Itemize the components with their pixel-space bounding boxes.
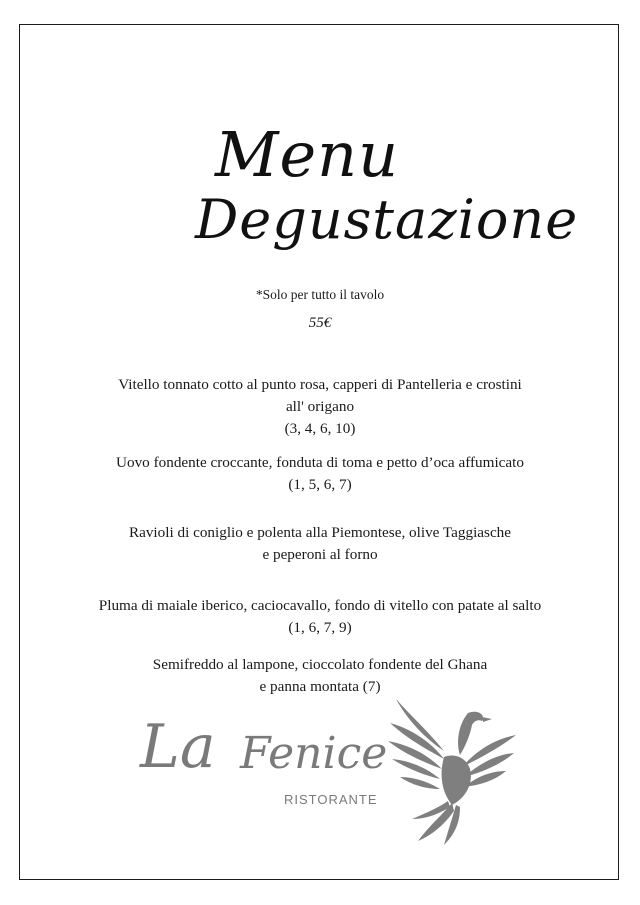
course-4-allergens: (1, 6, 7, 9): [288, 619, 352, 636]
course-3: [0, 522, 640, 566]
course-3-line-2: e peperoni al forno: [262, 546, 378, 563]
course-1: [0, 374, 640, 440]
course-5: [0, 654, 640, 698]
menu-title-line-1: Menu: [215, 118, 400, 191]
course-1-allergens: (3, 4, 6, 10): [284, 420, 356, 437]
phoenix-icon: [382, 695, 522, 845]
course-5-line-1: Semifreddo al lampone, cioccolato fondente del Ghana: [152, 656, 488, 673]
logo-word-la: La: [140, 712, 216, 782]
course-2-line-1: Uovo fondente croccante, fonduta di toma e petto d’oca affumicato: [116, 454, 524, 471]
course-1-line-2: all' origano: [285, 398, 355, 415]
course-2: [0, 452, 640, 496]
table-note: *Solo per tutto il tavolo: [255, 287, 385, 302]
course-3-line-1: Ravioli di coniglio e polenta alla Piemontese, olive Taggiasche: [128, 524, 512, 541]
menu-price: 55€: [308, 315, 332, 331]
course-1-line-1: Vitello tonnato cotto al punto rosa, capperi di Pantelleria e crostini: [118, 376, 522, 393]
course-2-allergens: (1, 5, 6, 7): [288, 476, 352, 493]
logo-subtitle: RISTORANTE: [284, 792, 378, 807]
course-5-line-2: e panna montata (7): [259, 678, 381, 695]
logo-word-fenice: Fenice: [240, 728, 388, 779]
course-4-line-1: Pluma di maiale iberico, caciocavallo, fondo di vitello con patate al salto: [98, 597, 542, 614]
course-4: [0, 595, 640, 639]
menu-title-line-2: Degustazione: [195, 188, 579, 251]
